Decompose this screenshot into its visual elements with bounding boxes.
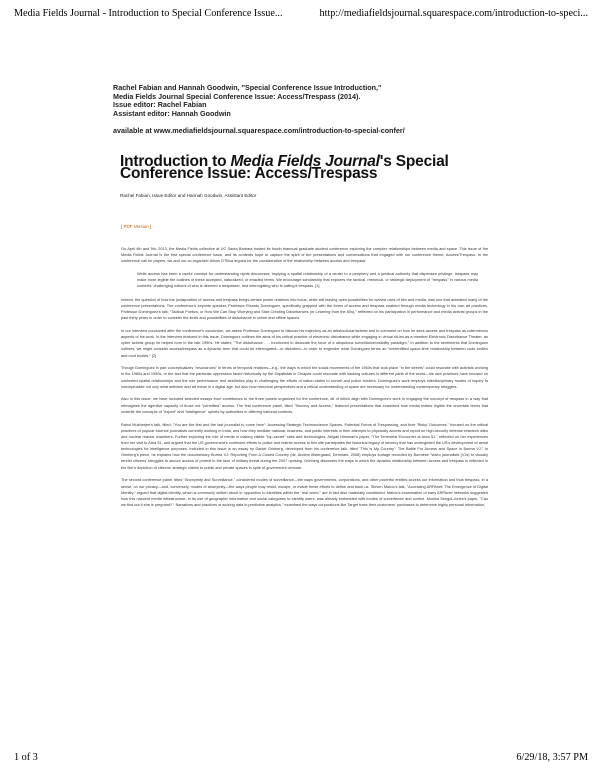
print-header: [14, 8, 588, 22]
paragraph: Indeed, the question of how the juxtaposition of access and trespass brings certain power relations into focus, while still leaving open possibilities for activist uses of film and media, was one that animated many of the conference presentations. The conference's keynote speaker, Professor Ricardo Dominguez, specifically grappled with the forms of access and trespass enabled through media technology in his own art practices. Professor Dominguez's talk, "Tactical Poetics, or How We Can Stop Worrying and Start Creating Disturbances (or Learning from the 60s)," reflected on his participation in performance and media activist groups in the past thirty years in order to consider the limits and possibilities of disturbance in online and offline spaces.: [121, 297, 488, 321]
paragraph: The second conference panel, titled "Anonymity and Surveillance," considered modes of surveillance—the ways governments, corporations, and other powerful entities access our information and thus trespass, in a sense, on our privacy—and, conversely, modes of anonymity—the ways people may resist, escape, or evade these efforts to define and track us. Steven Malcic's talk, "Accessing ARPAnet: The Emergence of Digital Identity," argued that digital identity, which is commonly written about in opposition to identities within the "real world," are in fact also materially constituted. Malcic's examination of early ARPAnet networks suggested how this nascent media infrastructure, in its use of geographic information and social categories to identify users, was already embedded with modes of surveillance and control. Monika Sengul-Jones's paper, "Can we find out if she is pregnant?": Narratives and practices of scoring data in predictive analytics," examined the ways corporations like Target trace their customers' purchases to determine highly personal information,: [121, 478, 488, 508]
paragraph: Though Dominguez in part conceptualizes "resonances" in terms of temporal relations—e.g., the ways in which the social movements of the 1960s that took place "in the streets" could resonate with activists working in the 1980s and 1990s, or the fact that the particular oppression faced historically by the Zapatistas in Chiapas could resonate with hacking cultures in different parts of the world—his own practices have focused on contested spatial relationships and the role performance and aesthetics play in challenging the efforts of nation-states to surveil and police borders. Dominguez's work employs interdisciplinary modes of inquiry to conceptualize not only what activism and art mean in a digital age, but also how historical perspectives and a critical understanding of space are necessary for understanding contemporary struggles.: [121, 366, 488, 389]
pdf-version-link[interactable]: [121, 224, 151, 229]
article-body: [121, 246, 488, 515]
paragraph-intro: On April 4th and 5th, 2013, the Media Fields collective at UC Santa Barbara hosted its fourth biannual graduate student conference exploring the complex relationships between media and space. This issue of the Media Fields Journal is the first special conference issue, and its contents hope to capture the spirit of the presentations and conversations that engaged with our conference theme, Access/Trespass. In the conference call for papers, we and our co-organizer Alison D'Silva argued for the consideration of the relationship between access and trespass:: [121, 247, 488, 264]
citation-authors: Rachel Fabian and Hannah Goodwin, "Special Conference Issue Introduction,": [113, 83, 382, 92]
citation-block: [113, 84, 533, 136]
print-timestamp: 6/29/18, 3:57 PM: [516, 752, 588, 763]
article-byline: Rachel Fabian, Issue Editor and Hannah Goodwin, Assistant Editor: [120, 193, 257, 198]
call-for-papers-quote: While access has been a useful concept for understanding rights discourses, implying a spatial relationship of a center to a periphery and a juridical authority that dispenses privilege, trespass may make more legible the outlines of these accepted, naturalized, or enacted terms. We encourage scholarship that explores the tactical, rhetorical, or strategic deployment of "trespass" in various media contexts, challenging notions of who is deemed a trespasser, and interrogating who is calling it trespass. [1]: [137, 272, 478, 289]
journal-name: Media Fields Journal: [230, 153, 380, 170]
paragraph: Rahul Mukherjee's talk, titled, "You are the first and the last journalist to come here": Accessing Strategic Technoscience Spaces, Potential Forms of Trespassing, and their 'Risky' Outcomes," focused on the critical practices of popular science journalists currently working in India, and how they mediate national, business, and public interests in their attempts to physically access and report on high-security defense research sites and nuclear reactor chambers. Further exploring the role of media in making visible "top-secret" sites and technologies, Abigail Hinsman's paper, "The Terrestrial Encounter at Area 51," reflected on her experiences from her visit to Area 51, and argued that the US government's continued efforts to police and restrict access to this site participates the historical legacy of secrecy that has undergirded the US's development of aerial technologies for intelligence purposes. Included in this issue is an essay by Daniel Grinberg, developed from his conference talk, titled "This is My Country": The Battle For Access and Space in Burma VJ." In Grinberg's piece, he explains how the documentary Burma VJ: Reporting From A Closed Country (dir. Anders Østergaard, Denmark, 2008) employs footage recorded by Burmese "video journalists (VJs) to visually render citizens' struggles to secure access of protest in the face of military threat during the 2007 uprising. Grinberg discusses the ways in which the dynamic relationship between access and trespass is reflected in the film's depiction of citizens' strategic claims to public and private spaces in spite of government censure.: [121, 422, 488, 470]
print-page-url: http://mediafieldsjournal.squarespace.com/introduction-to-speci...: [319, 8, 588, 19]
citation-assistant-editor: Assistant editor: Hannah Goodwin: [113, 108, 231, 118]
paragraph: Also in this issue, we have included selected essays from contributors to the three panels organized for the conference, all of which align with Dominguez's work in engaging the concept of trespass in a way that reimagines the agentive capacity of those not "permitted" access. The first conference panel, titled "Secrecy and Access," featured presentations that examined how media makes legible the uncertain terms that underlie the concepts of "expert" and "intelligence" upheld by authorities in differing national contexts.: [121, 397, 488, 414]
page-count: 1 of 3: [14, 752, 38, 763]
citation-issue-editor: Issue editor: Rachel Fabian: [113, 100, 207, 110]
article-title: Introduction to Media Fields Journal's Special Conference Issue: Access/Trespass: [120, 153, 449, 182]
citation-journal: Media Fields Journal Special Conference Issue: Access/Trespass (2014).: [113, 91, 361, 101]
citation-availability: available at www.mediafieldsjournal.squarespace.com/introduction-to-special-confer/: [113, 126, 405, 136]
print-page-title: Media Fields Journal - Introduction to Special Conference Issue...: [14, 8, 283, 19]
pdf-version-anchor[interactable]: [ PDF Version ]: [121, 224, 152, 229]
print-footer: [14, 752, 588, 766]
paragraph: In our interview conducted after the conference's conclusion, we asked Professor Dominguez to discuss his trajectory as an artist/scholar/activist and to comment on how he sees access and trespass as coterminous aspects of his work. In the interview featured in this issue, Dominguez outlines the aims of his critical practice of electronic disturbance while engaging in virtual sit-ins as a member Electronic Disturbance Theater, an cyber activist group he helped form in the late 1990s. He states, "The disturbance . . . functioned to dislocate the force of a ubiquitous surveillance/visibility paradigm." In addition to the sentiments that Dominguez outlines, we might consider access/trespass as a dynamic term that could be interrogated—or disturbed—in order to engender what Dominguez terms an "unidentified space-time relationship between code bodies and mod bodies." [2]: [121, 328, 488, 358]
